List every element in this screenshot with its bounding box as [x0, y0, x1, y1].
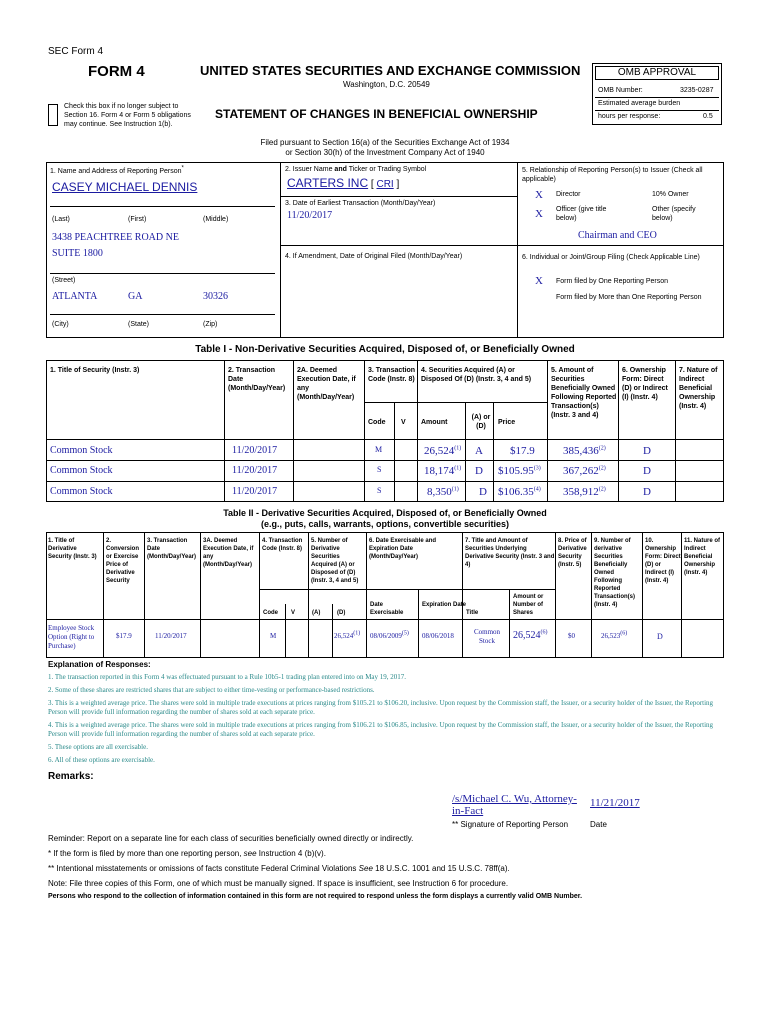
t2-col-date: 3. Transaction Date (Month/Day/Year)	[147, 538, 197, 560]
t1-r1-ad: A	[475, 445, 483, 457]
reporting-person-label: 1. Name and Address of Reporting Person*	[50, 165, 184, 175]
t1-sub-amount: Amount	[421, 419, 448, 426]
t1-r1-code: M	[375, 445, 383, 454]
persons-notice: Persons who respond to the collection of information contained in this form are not required to respond unless the form displays a currently valid OMB Number.	[48, 893, 583, 900]
form-title: FORM 4	[88, 63, 145, 80]
reminder-text: Reminder: Report on a separate line for each class of securities beneficially owned directly or indirectly.	[48, 834, 414, 843]
t1-sub-v: V	[401, 419, 406, 426]
ten-percent-owner-label: 10% Owner	[652, 191, 689, 198]
t1-r2-code: S	[377, 465, 382, 474]
remarks-title: Remarks:	[48, 771, 94, 782]
t2-col-number: 5. Number of Derivative Securities Acquired (A) or Disposed of (D) (Instr. 3, 4 and 5)	[311, 538, 359, 584]
omb-number-value: 3235-0287	[680, 87, 714, 94]
t2-r1-date: 11/20/2017	[155, 632, 187, 640]
t1-r2-price: $105.95$^{(3)}$	[498, 465, 541, 477]
signature-name: /s/Michael C. Wu, Attorney-in-Fact	[452, 793, 577, 817]
t1-col-owned: 5. Amount of Securities Beneficially Owned Following Reported Transaction(s) (Instr. 3 and 4)	[551, 367, 617, 419]
officer-check[interactable]: X	[535, 208, 543, 220]
t1-r3-ad: D	[479, 486, 487, 498]
zip-label: (Zip)	[203, 321, 218, 328]
state-value: GA	[128, 291, 143, 302]
explanation-title: Explanation of Responses:	[48, 660, 151, 669]
officer-title: Chairman and CEO	[578, 230, 657, 241]
t1-r3-date: 11/20/2017	[232, 486, 278, 497]
t2-sub-v: V	[291, 610, 296, 616]
signature-label: ** Signature of Reporting Person	[452, 820, 569, 829]
t1-r1-date: 11/20/2017	[232, 445, 278, 456]
t1-sub-code: Code	[368, 419, 386, 426]
t1-col-title: 1. Title of Security (Instr. 3)	[50, 367, 140, 374]
omb-hours-value: 0.5	[703, 113, 713, 120]
explanation-1: 1. The transaction reported in this Form 4 was effectuated pursuant to a Rule 10b5-1 trading plan entered into on May 19, 2017.	[48, 673, 407, 681]
city-label: (City)	[52, 321, 69, 328]
t2-r1-title: Employee Stock Option (Right to Purchase)	[48, 624, 95, 650]
t1-r1-title: Common Stock	[50, 445, 113, 456]
issuer-name[interactable]: CARTERS INC [ CRI ]	[287, 176, 400, 190]
t2-col-underlying: 7. Title and Amount of Securities Underlying Derivative Security (Instr. 3 and 4)	[465, 538, 555, 568]
explanation-5: 5. These options are all exercisable.	[48, 743, 148, 751]
earliest-transaction-date: 11/20/2017	[287, 210, 333, 221]
officer-label: Officer (give title below)	[556, 206, 607, 222]
footnote-two: ** Intentional misstatements or omissions of facts constitute Federal Criminal Violations See 18 U.S.C. 1001 and 15 U.S.C. 78ff(a).	[48, 864, 510, 873]
filing-label: 6. Individual or Joint/Group Filing (Check Applicable Line)	[522, 254, 700, 261]
omb-number-label: OMB Number:	[598, 87, 643, 94]
state-label: (State)	[128, 321, 150, 328]
t1-r1-amount: 26,524$^{(1)}$	[424, 445, 462, 457]
table2-subtitle: (e.g., puts, calls, warrants, options, convertible securities)	[260, 519, 510, 529]
signature-date-label: Date	[590, 820, 607, 829]
other-label: Other (specify below)	[652, 206, 696, 222]
street-line2: SUITE 1800	[52, 248, 103, 259]
sec-form-label: SEC Form 4	[48, 46, 104, 57]
t1-col-nature: 7. Nature of Indirect Beneficial Ownership (Instr. 4)	[679, 367, 718, 410]
city-value: ATLANTA	[52, 291, 98, 302]
t2-sub-a: (A)	[312, 610, 321, 616]
t2-r1-exercisable: 08/06/2009$^{(5)}$	[370, 630, 409, 640]
footnote-one: * If the form is filed by more than one reporting person, see Instruction 4 (b)(v).	[48, 849, 326, 858]
t2-col-exercisable: 6. Date Exercisable and Expiration Date (Month/Day/Year)	[369, 538, 437, 560]
t2-sub-expiration: Expiration Date	[422, 602, 467, 608]
explanation-2: 2. Some of these shares are restricted shares that are subject to either time-vesting or performance-based restrictions.	[48, 686, 375, 694]
more-persons-label: Form filed by More than One Reporting Person	[556, 294, 702, 301]
t1-col-date: 2. Transaction Date (Month/Day/Year)	[228, 367, 286, 392]
t2-r1-deriv-price: $0	[568, 632, 575, 640]
street-line1: 3438 PEACHTREE ROAD NE	[52, 232, 179, 243]
checkbox-text: Check this box if no longer subject to Section 16. Form 4 or Form 5 obligations may continue. See Instruction 1(b).	[64, 103, 191, 128]
t1-r2-amount: 18,174$^{(1)}$	[424, 465, 462, 477]
t2-r1-code: M	[270, 632, 277, 640]
t1-r1-owned: 385,436$^{(2)}$	[563, 445, 606, 457]
t2-sub-d: (D)	[337, 610, 346, 616]
omb-burden-label: Estimated average burden	[598, 100, 681, 107]
t2-col-price: 8. Price of Derivative Security (Instr. 5)	[558, 538, 587, 568]
no-longer-subject-checkbox[interactable]	[48, 104, 58, 126]
t2-sub-code: Code	[263, 610, 278, 616]
one-person-label: Form filed by One Reporting Person	[556, 278, 669, 285]
table2-title: Table II - Derivative Securities Acquired, Disposed of, or Beneficially Owned	[223, 508, 547, 518]
t2-col-title: 1. Title of Derivative Security (Instr. 3)	[48, 538, 97, 560]
commission-address: Washington, D.C. 20549	[343, 80, 430, 89]
first-name-label: (First)	[128, 216, 147, 223]
explanation-4: 4. This is a weighted average price. The shares were sold in multiple trade executions at prices ranging from $106.21 to $106.85, inclusive. Upon request by the Commission staff, the Issuer, or a security holder of the Issuer, the Reporting Person will provide full information regarding the number of shares sold at each separate price.	[48, 721, 714, 738]
omb-title: OMB APPROVAL	[595, 66, 719, 80]
t2-col-owned: 9. Number of derivative Securities Beneficially Owned Following Reported Transaction(s) (Instr. 4)	[594, 538, 636, 608]
reporting-person-name[interactable]: CASEY MICHAEL DENNIS	[52, 180, 198, 194]
t2-sub-date-exercisable: Date Exercisable	[370, 602, 404, 616]
director-label: Director	[556, 191, 581, 198]
relationship-label: 5. Relationship of Reporting Person(s) to Issuer (Check all applicable)	[522, 167, 703, 183]
t1-col-deemed: 2A. Deemed Execution Date, if any (Month/Day/Year)	[297, 367, 356, 401]
t1-r1-price: $17.9	[510, 445, 535, 457]
footnote-note: Note: File three copies of this Form, one of which must be manually signed. If space is insufficient, see Instruction 6 for procedure.	[48, 879, 509, 888]
t2-col-form: 10. Ownership Form: Direct (D) or Indirect (I) (Instr. 4)	[645, 538, 681, 584]
omb-hours-label: hours per response:	[598, 113, 661, 120]
t2-sub-title: Title	[466, 610, 479, 616]
t2-r1-underlying-amount: 26,524$^{(6)}$	[513, 629, 548, 641]
t1-r3-amount: 8,350$^{(1)}$	[427, 486, 459, 498]
t1-r3-title: Common Stock	[50, 486, 113, 497]
t2-col-deemed: 3A. Deemed Execution Date, if any (Month/Day/Year)	[203, 538, 254, 568]
t2-r1-form: D	[657, 632, 663, 641]
t1-r2-date: 11/20/2017	[232, 465, 278, 476]
last-name-label: (Last)	[52, 216, 70, 223]
t2-col-code: 4. Transaction Code (Instr. 8)	[262, 538, 303, 552]
explanation-3: 3. This is a weighted average price. The shares were sold in multiple trade executions at prices ranging from $105.21 to $106.20, inclusive. Upon request by the Commission staff, the Issuer, or a security holder of the Issuer, the Reporting Person will provide full information regarding the number of shares sold at each separate price.	[48, 699, 714, 716]
t2-r1-price: $17.9	[116, 632, 132, 640]
t1-r2-form: D	[643, 465, 651, 477]
t1-r3-owned: 358,912$^{(2)}$	[563, 486, 606, 498]
t1-r3-price: $106.35$^{(4)}$	[498, 486, 541, 498]
t2-r1-d-amount: 26,524$^{(1)}$	[334, 630, 361, 640]
street-label: (Street)	[52, 277, 76, 284]
commission-title: UNITED STATES SECURITIES AND EXCHANGE COMMISSION	[200, 63, 581, 78]
issuer-label: 2. Issuer Name and Ticker or Trading Symbol	[285, 166, 427, 173]
t1-r2-ad: D	[475, 465, 483, 477]
t1-r1-form: D	[643, 445, 651, 457]
signature-date: 11/21/2017	[590, 797, 640, 809]
filed-pursuant-line2: or Section 30(h) of the Investment Company Act of 1940	[285, 148, 485, 157]
t2-r1-owned: 26,523$^{(6)}$	[601, 630, 628, 640]
director-check[interactable]: X	[535, 189, 543, 201]
earliest-transaction-label: 3. Date of Earliest Transaction (Month/Day/Year)	[285, 200, 436, 207]
t1-sub-aord: (A) or (D)	[471, 414, 491, 430]
t1-col-code: 3. Transaction Code (Instr. 8)	[368, 367, 416, 383]
t2-r1-underlying-title: Common Stock	[473, 628, 501, 645]
t1-r3-code: S	[377, 486, 382, 495]
table1-title: Table I - Non-Derivative Securities Acquired, Disposed of, or Beneficially Owned	[195, 344, 575, 355]
t2-sub-amount-shares: Amount or Number of Shares	[513, 594, 544, 616]
middle-name-label: (Middle)	[203, 216, 229, 223]
t1-sub-price: Price	[498, 419, 516, 426]
t1-col-form: 6. Ownership Form: Direct (D) or Indirect (I) (Instr. 4)	[622, 367, 668, 401]
t1-r2-title: Common Stock	[50, 465, 113, 476]
t1-r2-owned: 367,262$^{(2)}$	[563, 465, 606, 477]
zip-value: 30326	[203, 291, 228, 302]
t2-col-conversion: 2. Conversion or Exercise Price of Derivative Security	[106, 538, 140, 584]
t2-r1-expiration: 08/06/2018	[422, 632, 454, 640]
t2-col-nature: 11. Nature of Indirect Beneficial Ownership (Instr. 4)	[684, 538, 721, 576]
one-person-check[interactable]: X	[535, 275, 543, 287]
amendment-label: 4. If Amendment, Date of Original Filed (Month/Day/Year)	[285, 253, 463, 260]
explanation-6: 6. All of these options are exercisable.	[48, 756, 155, 764]
t1-col-securities: 4. Securities Acquired (A) or Disposed Of (D) (Instr. 3, 4 and 5)	[421, 367, 532, 383]
t1-r3-form: D	[643, 486, 651, 498]
statement-title: STATEMENT OF CHANGES IN BENEFICIAL OWNERSHIP	[215, 107, 538, 121]
filed-pursuant-line1: Filed pursuant to Section 16(a) of the Securities Exchange Act of 1934	[260, 138, 510, 147]
